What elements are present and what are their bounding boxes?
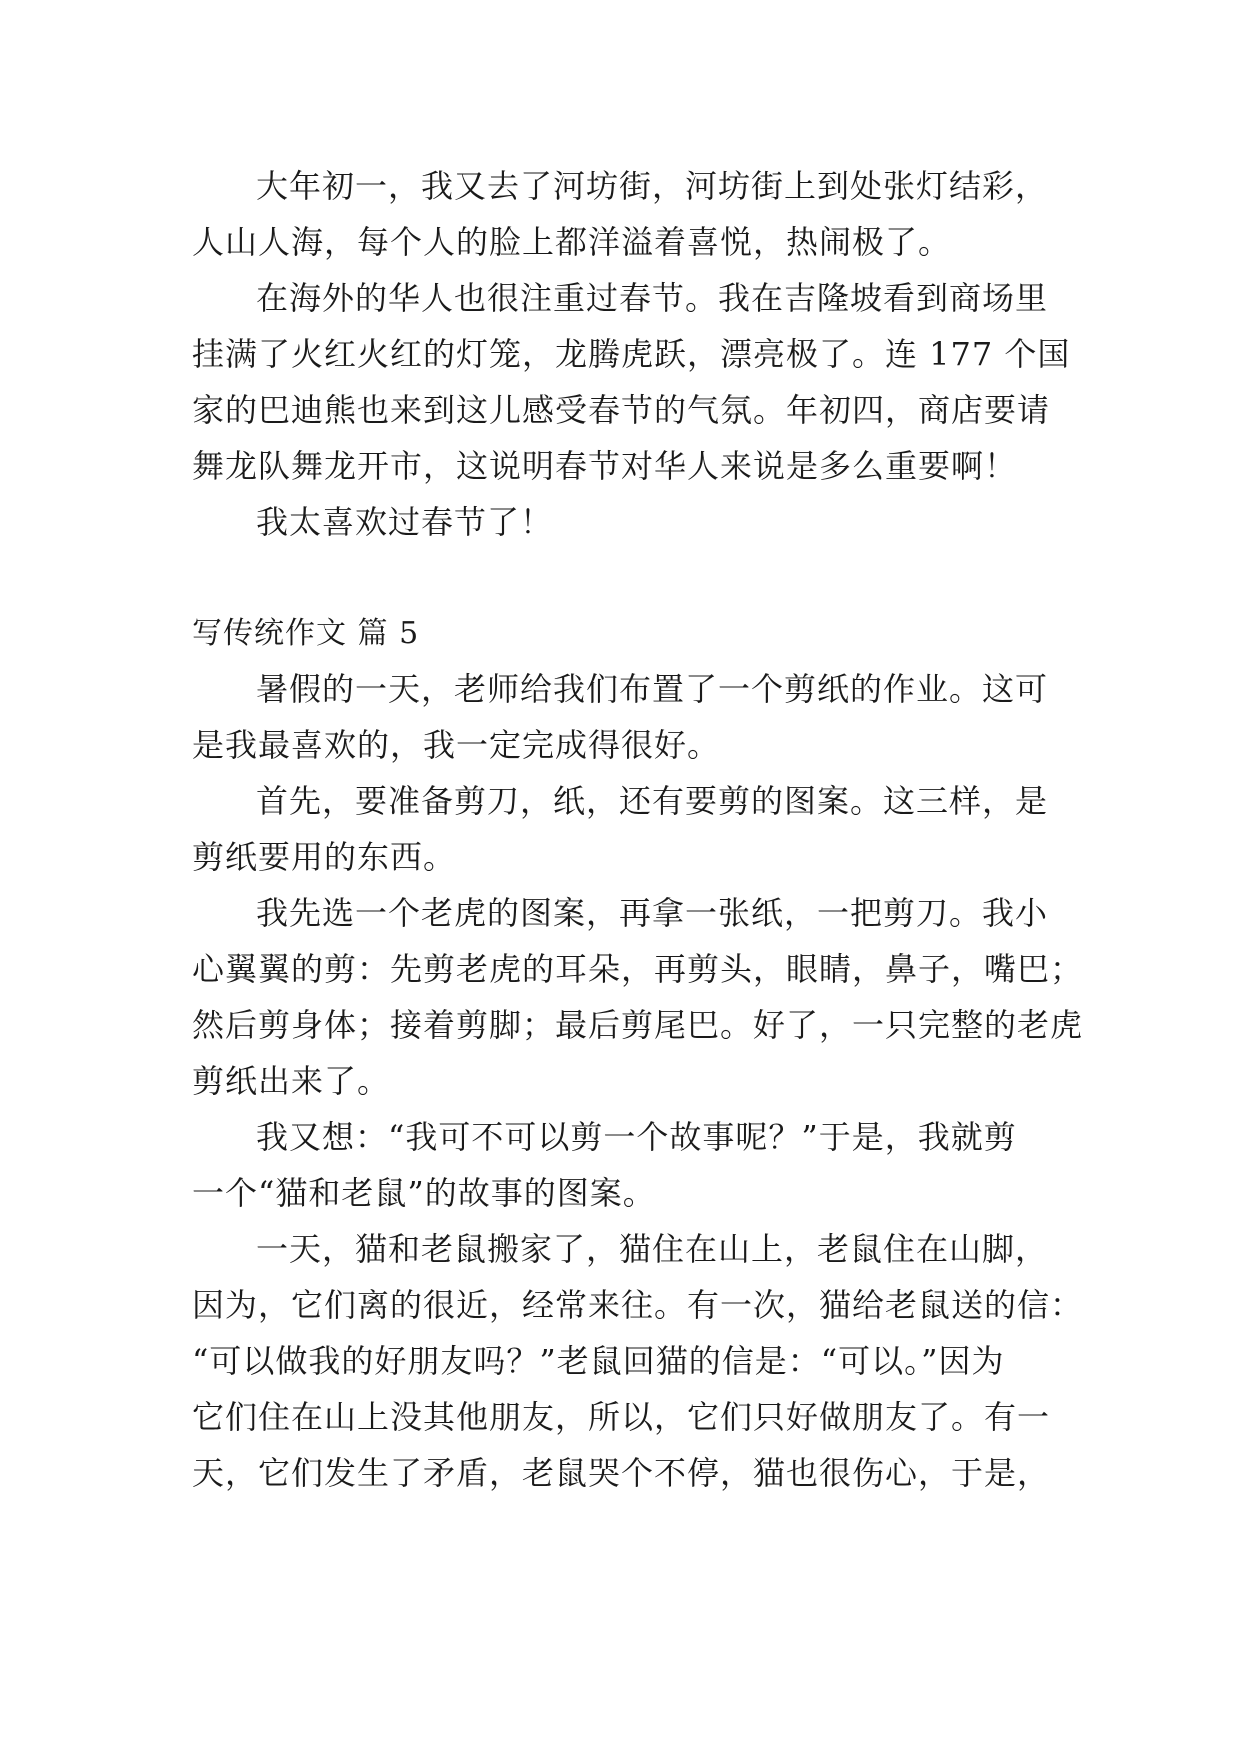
- paragraph-line: 舞龙队舞龙开市，这说明春节对华人来说是多么重要啊！: [192, 447, 1018, 485]
- paragraph-line: 因为，它们离的很近，经常来往。有一次，猫给老鼠送的信：: [192, 1286, 1084, 1324]
- paragraph-line: 在海外的华人也很注重过春节。我在吉隆坡看到商场里: [256, 279, 1049, 317]
- paragraph-line: 它们住在山上没其他朋友，所以，它们只好做朋友了。有一: [192, 1398, 1051, 1436]
- paragraph-line: 首先，要准备剪刀，纸，还有要剪的图案。这三样，是: [256, 782, 1049, 820]
- paragraph-line: 心翼翼的剪：先剪老虎的耳朵，再剪头，眼睛，鼻子，嘴巴；: [192, 950, 1084, 988]
- paragraph-line: 我先选一个老虎的图案，再拿一张纸，一把剪刀。我小: [256, 894, 1049, 932]
- paragraph-line: 家的巴迪熊也来到这儿感受春节的气氛。年初四，商店要请: [192, 391, 1051, 429]
- paragraph-line: 大年初一，我又去了河坊街，河坊街上到处张灯结彩，: [256, 167, 1049, 205]
- paragraph-line: 人山人海，每个人的脸上都洋溢着喜悦，热闹极了。: [192, 223, 952, 261]
- paragraph-line: 我又想：“我可不可以剪一个故事呢？”于是，我就剪: [256, 1118, 1017, 1156]
- paragraph-line: 是我最喜欢的，我一定完成得很好。: [192, 726, 721, 764]
- paragraph-line: 天，它们发生了矛盾，老鼠哭个不停，猫也很伤心，于是，: [192, 1454, 1051, 1492]
- paragraph-line: 一天，猫和老鼠搬家了，猫住在山上，老鼠住在山脚，: [256, 1230, 1049, 1268]
- paragraph-line: 剪纸出来了。: [192, 1062, 391, 1100]
- paragraph-line: “可以做我的好朋友吗？”老鼠回猫的信是：“可以。”因为: [192, 1342, 1005, 1380]
- section-heading: 写传统作文 篇 5: [192, 616, 420, 651]
- paragraph-line: 剪纸要用的东西。: [192, 838, 457, 876]
- paragraph-line: 挂满了火红火红的灯笼，龙腾虎跃，漂亮极了。连 177 个国: [192, 335, 1071, 373]
- paragraph-line: 然后剪身体；接着剪脚；最后剪尾巴。好了，一只完整的老虎: [192, 1006, 1084, 1044]
- paragraph-line: 一个“猫和老鼠”的故事的图案。: [192, 1174, 656, 1212]
- paragraph-line: 我太喜欢过春节了！: [256, 503, 554, 541]
- paragraph-line: 暑假的一天，老师给我们布置了一个剪纸的作业。这可: [256, 670, 1049, 708]
